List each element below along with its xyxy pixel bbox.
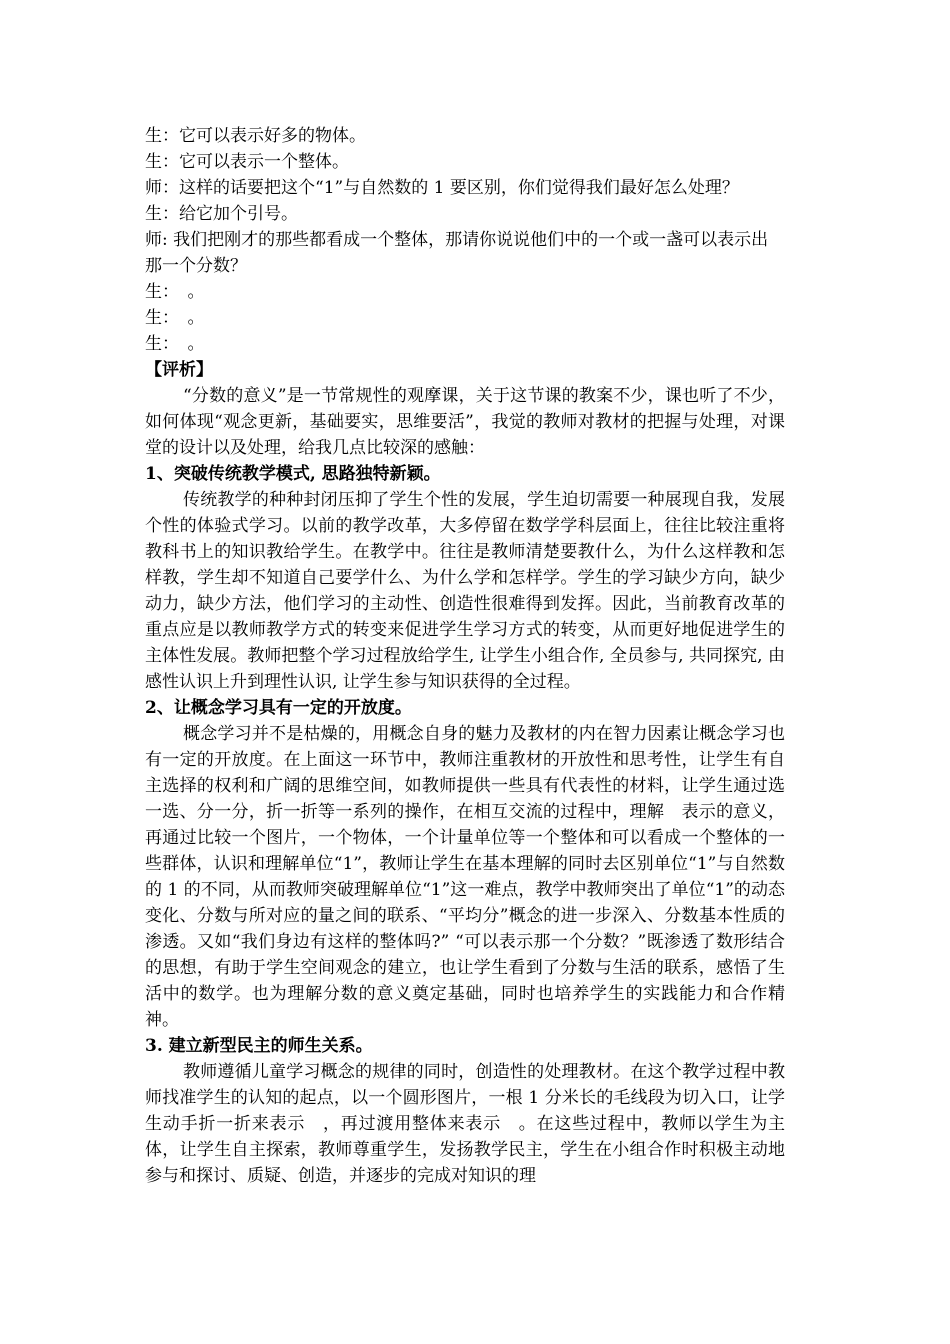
- section-body-1: 传统教学的种种封闭压抑了学生个性的发展，学生迫切需要一种展现自我，发展个性的体验式学习。以前的教学改革，大多停留在数学学科层面上，往往比较注重将教科书上的知识教给学生。在教学中。往往是教师清楚要教什么，为什么这样教和怎样教，学生却不知道自己要学什么、为什么学和怎样学。学生的学习缺少方向，缺少动力，缺少方法，他们学习的主动性、创造性很难得到发挥。因此，当前教育改革的重点应是以教师教学方式的转变来促进学生学习方式的转变，从而更好地促进学生的主体性发展。教师把整个学习过程放给学生, 让学生小组合作, 全员参与, 共同探究, 由感性认识上升到理性认识, 让学生参与知识获得的全过程。: [145, 490, 785, 692]
- dialogue-line: 生：它可以表示好多的物体。: [145, 126, 366, 146]
- section-heading-3: 3. 建立新型民主的师生关系。: [145, 1036, 373, 1056]
- dialogue-line: 生：它可以表示一个整体。: [145, 152, 349, 172]
- dialogue-line: 师：这样的话要把这个“1”与自然数的 1 要区别，你们觉得我们最好怎么处理？: [145, 178, 739, 198]
- dialogue-line: 师: 我们把刚才的那些都看成一个整体，那请你说说他们中的一个或一盏可以表示出那一个分数？: [145, 230, 769, 276]
- document-page: [145, 123, 785, 1189]
- section-body-2: 概念学习并不是枯燥的，用概念自身的魅力及教材的内在智力因素让概念学习也有一定的开放度。在上面这一环节中，教师注重教材的开放性和思考性，让学生有自主选择的权利和广阔的思维空间，如教师提供一些具有代表性的材料，让学生通过选一选、分一分，折一折等一系列的操作，在相互交流的过程中，理解 表示的意义，再通过比较一个图片，一个物体，一个计量单位等一个整体和可以看成一个整体的一些群体，认识和理解单位“1”，教师让学生在基本理解的同时去区别单位“1”与自然数的 1 的不同，从而教师突破理解单位“1”这一难点，教学中教师突出了单位“1”的动态变化、分数与所对应的量之间的联系、“平均分”概念的进一步深入、分数基本性质的渗透。又如“我们身边有这样的整体吗?” “可以表示那一个分数？”既渗透了数形结合的思想，有助于学生空间观念的建立，也让学生看到了分数与生活的联系，感悟了生活中的数学。也为理解分数的意义奠定基础，同时也培养学生的实践能力和合作精神。: [145, 724, 785, 1030]
- section-body-3: 教师遵循儿童学习概念的规律的同时，创造性的处理教材。在这个教学过程中教师找准学生的认知的起点，以一个圆形图片，一根 1 分米长的毛线段为切入口，让学生动手折一折来表示 ，再过渡用整体来表示 。在这些过程中，教师以学生为主体，让学生自主探索，教师尊重学生，发扬教学民主，学生在小组合作时积极主动地参与和探讨、质疑、创造，并逐步的完成对知识的理: [145, 1062, 785, 1186]
- review-intro: “分数的意义”是一节常规性的观摩课，关于这节课的教案不少，课也听了不少，如何体现“观念更新，基础要实，思维要活”，我觉的教师对教材的把握与处理，对课堂的设计以及处理，给我几点比较深的感触：: [145, 386, 785, 458]
- section-heading-1: 1、突破传统教学模式, 思路独特新颖。: [145, 464, 441, 484]
- dialogue-line: 生： 。: [145, 282, 205, 302]
- section-heading-2: 2、让概念学习具有一定的开放度。: [145, 698, 412, 718]
- dialogue-line: 生： 。: [145, 334, 205, 354]
- dialogue-line: 生： 。: [145, 308, 205, 328]
- dialogue-line: 生：给它加个引号。: [145, 204, 298, 224]
- review-heading: 【评析】: [145, 360, 213, 380]
